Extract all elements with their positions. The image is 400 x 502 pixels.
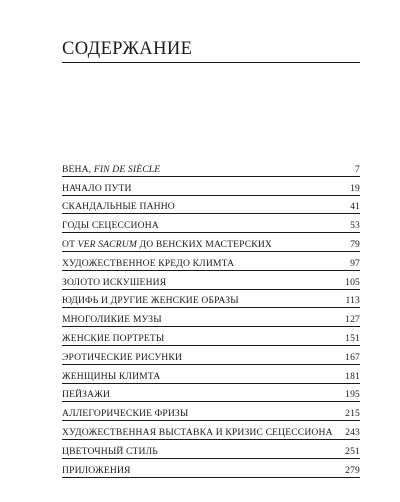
toc-entry-title-text: НАЧАЛО ПУТИ bbox=[62, 182, 132, 194]
toc-entry bbox=[62, 158, 360, 177]
toc-entry-page-number: 251 bbox=[345, 445, 360, 457]
toc-entry-title-text: ПЕЙЗАЖИ bbox=[62, 389, 111, 401]
toc-entry-title-text: ВЕНА, bbox=[62, 163, 94, 175]
toc-entry-title-text: АЛЛЕГОРИЧЕСКИЕ ФРИЗЫ bbox=[62, 408, 189, 420]
toc-entry-page-number: 151 bbox=[345, 332, 360, 344]
toc-entry bbox=[62, 402, 360, 421]
toc-entry-title bbox=[62, 295, 239, 306]
toc-entry-title bbox=[62, 201, 175, 212]
toc-entry-title-italic: VER SACRUM bbox=[77, 238, 137, 250]
toc-entry-title bbox=[62, 277, 166, 288]
toc-entry bbox=[62, 252, 360, 271]
toc-entry-page-number: 53 bbox=[350, 220, 360, 232]
title-underline bbox=[62, 62, 360, 63]
toc-entry-title bbox=[62, 389, 110, 400]
toc-entry bbox=[62, 308, 360, 327]
toc-entry-title bbox=[62, 352, 182, 363]
toc-entry-title bbox=[62, 220, 159, 231]
toc-entry-title bbox=[62, 408, 188, 419]
toc-entry-page-number: 113 bbox=[345, 295, 360, 307]
toc-entry-title bbox=[62, 183, 132, 194]
toc-entry bbox=[62, 214, 360, 233]
toc-entry bbox=[62, 459, 360, 478]
toc-entry-title-text: ПРИЛОЖЕНИЯ bbox=[62, 464, 131, 476]
toc-entry-page-number: 79 bbox=[350, 238, 360, 250]
toc-entry-page-number: 167 bbox=[345, 351, 360, 363]
toc-entry-page-number: 97 bbox=[350, 257, 360, 269]
toc-entry-title bbox=[62, 239, 272, 250]
toc-entry-title-text: ОТ bbox=[62, 238, 78, 250]
toc-entry bbox=[62, 271, 360, 290]
toc-entry-page-number: 127 bbox=[345, 314, 360, 326]
toc-entry bbox=[62, 233, 360, 252]
toc-entry-title-text: ЦВЕТОЧНЫЙ СТИЛЬ bbox=[62, 445, 158, 457]
toc-entry-title-text: ЖЕНСКИЕ ПОРТРЕТЫ bbox=[62, 332, 165, 344]
toc-entry bbox=[62, 327, 360, 346]
toc-entry bbox=[62, 177, 360, 196]
toc-entry bbox=[62, 346, 360, 365]
toc-entry-page-number: 215 bbox=[345, 408, 360, 420]
table-of-contents bbox=[62, 158, 360, 478]
toc-entry-title bbox=[62, 258, 234, 269]
toc-entry-title-text: ЖЕНЩИНЫ КЛИМТА bbox=[62, 370, 161, 382]
toc-entry-page-number: 279 bbox=[345, 464, 360, 476]
toc-entry bbox=[62, 290, 360, 309]
toc-entry-title bbox=[62, 427, 333, 438]
toc-entry-title-text: ХУДОЖЕСТВЕННОЕ КРЕДО КЛИМТА bbox=[62, 257, 235, 269]
toc-entry-title-text: СКАНДАЛЬНЫЕ ПАННО bbox=[62, 201, 175, 213]
toc-entry-title-text: МНОГОЛИКИЕ МУЗЫ bbox=[62, 314, 162, 326]
toc-entry-title-text: ГОДЫ СЕЦЕССИОНА bbox=[62, 220, 159, 232]
toc-entry-page-number: 7 bbox=[355, 163, 360, 175]
toc-entry-title bbox=[62, 164, 160, 175]
toc-entry-page-number: 105 bbox=[345, 276, 360, 288]
toc-entry-title bbox=[62, 314, 162, 325]
toc-entry-page-number: 195 bbox=[345, 389, 360, 401]
toc-entry-title bbox=[62, 446, 158, 457]
page-title: СОДЕРЖАНИЕ bbox=[62, 39, 193, 59]
toc-entry bbox=[62, 440, 360, 459]
toc-entry-title bbox=[62, 333, 164, 344]
toc-entry-page-number: 181 bbox=[345, 370, 360, 382]
toc-entry-title-text: ЮДИФЬ И ДРУГИЕ ЖЕНСКИЕ ОБРАЗЫ bbox=[62, 295, 239, 307]
toc-entry bbox=[62, 365, 360, 384]
toc-entry-page-number: 243 bbox=[345, 426, 360, 438]
toc-entry bbox=[62, 384, 360, 403]
toc-entry-title bbox=[62, 465, 131, 476]
toc-entry-page-number: 19 bbox=[350, 182, 360, 194]
toc-entry bbox=[62, 421, 360, 440]
toc-entry-title bbox=[62, 371, 160, 382]
toc-entry-title-italic: FIN DE SIÈCLE bbox=[93, 163, 161, 175]
toc-entry-title-text-end: ДО ВЕНСКИХ МАСТЕРСКИХ bbox=[136, 238, 272, 250]
toc-entry-page-number: 41 bbox=[350, 201, 360, 213]
toc-entry-title-text: ХУДОЖЕСТВЕННАЯ ВЫСТАВКА И КРИЗИС СЕЦЕССИОНА bbox=[62, 426, 333, 438]
toc-entry-title-text: ЗОЛОТО ИСКУШЕНИЯ bbox=[62, 276, 167, 288]
toc-entry bbox=[62, 196, 360, 215]
toc-entry-title-text: ЭРОТИЧЕСКИЕ РИСУНКИ bbox=[62, 351, 183, 363]
